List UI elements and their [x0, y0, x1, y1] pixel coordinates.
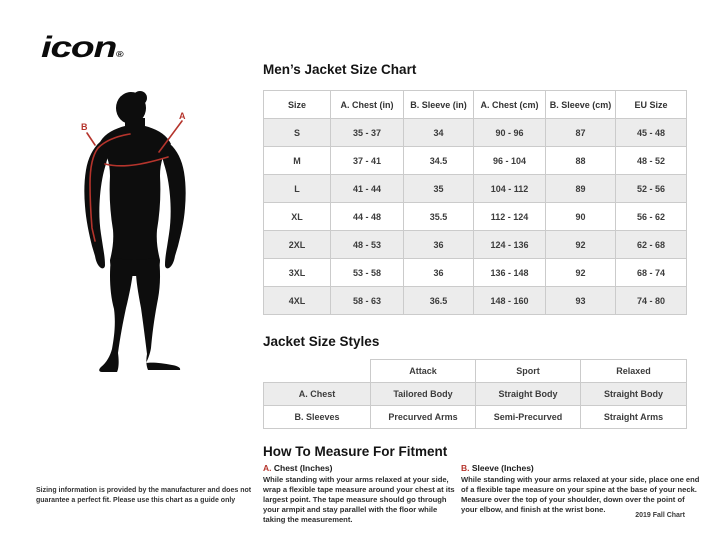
figure-label-a: A [179, 111, 186, 121]
corner-cell [264, 360, 371, 383]
styles-chart-title: Jacket Size Styles [263, 334, 380, 349]
figure-label-b: B [81, 122, 88, 132]
cell-eu-size: 62 - 68 [616, 231, 687, 259]
column-header: A. Chest (in) [331, 91, 404, 119]
cell-attack: Tailored Body [371, 383, 476, 406]
silhouette-right-leg [136, 258, 180, 370]
cell-sleeve-in: 34 [404, 119, 474, 147]
measure-sleeve-label-prefix: B. [461, 463, 470, 473]
cell-chest-cm: 148 - 160 [474, 287, 546, 315]
measure-chest-section [263, 463, 459, 525]
cell-chest-cm: 104 - 112 [474, 175, 546, 203]
measure-sleeve-body: While standing with your arms relaxed at your side, place one end of a flexible tape measure on your spine at the base of your neck. Measure over the top of your shoulder, down over the point of your elbow, and finish at the wrist bone. [461, 475, 700, 514]
column-header: EU Size [616, 91, 687, 119]
icon-logo-text: icon [41, 31, 116, 64]
disclaimer-text: Sizing information is provided by the manufacturer and does not guarantee a perfect fit. Please use this chart as a guide only [36, 487, 252, 504]
cell-sleeve-cm: 89 [546, 175, 616, 203]
table-row [264, 383, 687, 406]
cell-attack: Precurved Arms [371, 406, 476, 429]
cell-size: XL [264, 203, 331, 231]
cell-eu-size: 56 - 62 [616, 203, 687, 231]
table-row [264, 406, 687, 429]
cell-size: 4XL [264, 287, 331, 315]
silhouette-torso [99, 118, 171, 276]
cell-sleeve-in: 36 [404, 259, 474, 287]
measure-sleeve-label [461, 463, 703, 473]
cell-eu-size: 74 - 80 [616, 287, 687, 315]
cell-sleeve-cm: 88 [546, 147, 616, 175]
cell-chest-cm: 96 - 104 [474, 147, 546, 175]
column-header: Relaxed [581, 360, 687, 383]
cell-sleeve-cm: 90 [546, 203, 616, 231]
styles-header-row [264, 360, 687, 383]
column-header: Size [264, 91, 331, 119]
cell-chest-in: 53 - 58 [331, 259, 404, 287]
cell-sleeve-in: 36 [404, 231, 474, 259]
silhouette-left-leg [99, 258, 133, 372]
size-chart-table [263, 90, 687, 315]
cell-size: L [264, 175, 331, 203]
cell-size: M [264, 147, 331, 175]
cell-eu-size: 48 - 52 [616, 147, 687, 175]
column-header: Sport [476, 360, 581, 383]
cell-relaxed: Straight Arms [581, 406, 687, 429]
cell-chest-cm: 90 - 96 [474, 119, 546, 147]
cell-size: S [264, 119, 331, 147]
row-header: B. Sleeves [264, 406, 371, 429]
figure-silhouette [80, 88, 194, 380]
table-row [264, 147, 687, 175]
cell-sleeve-cm: 87 [546, 119, 616, 147]
cell-sleeve-in: 35.5 [404, 203, 474, 231]
cell-chest-in: 35 - 37 [331, 119, 404, 147]
column-header: B. Sleeve (in) [404, 91, 474, 119]
cell-chest-cm: 124 - 136 [474, 231, 546, 259]
measure-chest-body: While standing with your arms relaxed at your side, wrap a flexible tape measure around your chest at its largest point. The tape measure should go through your armpit and stay parallel with the floor while taking the measurement. [263, 475, 455, 524]
size-chart-title: Men’s Jacket Size Chart [263, 62, 417, 77]
registered-trademark-icon: ® [115, 50, 123, 59]
cell-sleeve-in: 36.5 [404, 287, 474, 315]
cell-sleeve-in: 35 [404, 175, 474, 203]
styles-table [263, 359, 687, 429]
cell-eu-size: 45 - 48 [616, 119, 687, 147]
measure-chest-label-prefix: A. [263, 463, 272, 473]
cell-eu-size: 52 - 56 [616, 175, 687, 203]
table-row [264, 175, 687, 203]
row-header: A. Chest [264, 383, 371, 406]
table-row [264, 259, 687, 287]
cell-chest-in: 37 - 41 [331, 147, 404, 175]
chart-version-label: 2019 Fall Chart [635, 512, 685, 519]
measure-sleeve-label-text: Sleeve (Inches) [469, 463, 534, 473]
cell-chest-in: 44 - 48 [331, 203, 404, 231]
measure-chest-label-text: Chest (Inches) [271, 463, 333, 473]
column-header: Attack [371, 360, 476, 383]
cell-sport: Straight Body [476, 383, 581, 406]
measure-sleeve-section [461, 463, 703, 515]
cell-chest-in: 58 - 63 [331, 287, 404, 315]
cell-sleeve-cm: 93 [546, 287, 616, 315]
cell-sport: Semi-Precurved [476, 406, 581, 429]
column-header: A. Chest (cm) [474, 91, 546, 119]
measure-chest-label [263, 463, 459, 473]
cell-relaxed: Straight Body [581, 383, 687, 406]
cell-sleeve-in: 34.5 [404, 147, 474, 175]
measure-pointer-b [87, 133, 95, 145]
cell-sleeve-cm: 92 [546, 231, 616, 259]
measure-title: How To Measure For Fitment [263, 444, 448, 459]
table-row [264, 203, 687, 231]
cell-chest-cm: 112 - 124 [474, 203, 546, 231]
table-row [264, 287, 687, 315]
cell-chest-in: 41 - 44 [331, 175, 404, 203]
column-header: B. Sleeve (cm) [546, 91, 616, 119]
cell-size: 3XL [264, 259, 331, 287]
cell-chest-in: 48 - 53 [331, 231, 404, 259]
cell-eu-size: 68 - 74 [616, 259, 687, 287]
table-row [264, 231, 687, 259]
cell-size: 2XL [264, 231, 331, 259]
size-chart-header-row [264, 91, 687, 119]
cell-chest-cm: 136 - 148 [474, 259, 546, 287]
table-row [264, 119, 687, 147]
cell-sleeve-cm: 92 [546, 259, 616, 287]
icon-logo [41, 31, 122, 65]
